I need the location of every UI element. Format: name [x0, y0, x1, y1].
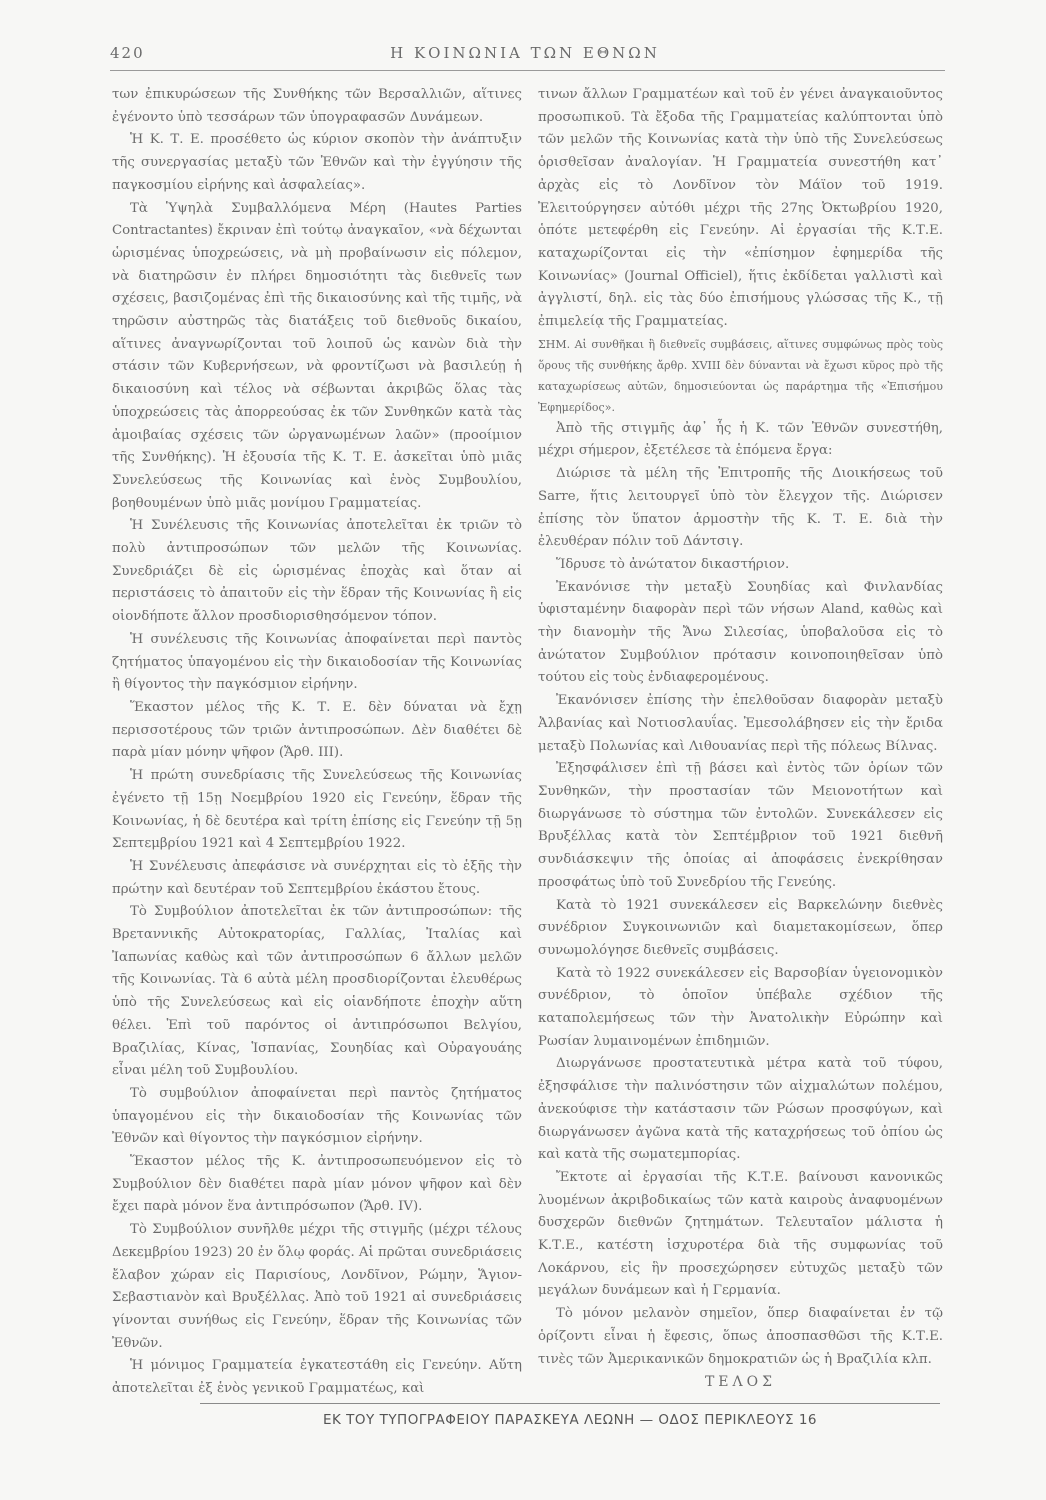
paragraph: Ἐκανόνισεν ἐπίσης τὴν ἐπελθοῦσαν διαφορὰν μεταξὺ Ἀλβανίας καὶ Νοτιοσλαυΐας. Ἐμεσολάβησεν εἰς τὴν ἔριδα μεταξὺ Πολωνίας καὶ Λιθουανίας περὶ τῆς πόλεως Βίλνας.	[538, 693, 943, 754]
paragraph: Κατὰ τὸ 1922 συνεκάλεσεν εἰς Βαρσοβίαν ὑγειονομικὸν συνέδριον, τὸ ὁποῖον ὑπέβαλε σχέδιον τῆς καταπολεμήσεως τῶν τὴν Ἀνατολικὴν Εὐρώπην καὶ Ρωσίαν λυμαινομένων ἐπιδημιῶν.	[538, 965, 943, 1049]
paragraph: Κατὰ τὸ 1921 συνεκάλεσεν εἰς Βαρκελώνην διεθνὲς συνέδριον Συγκοινωνιῶν καὶ διαμετακομίσεων, ὅπερ συνωμολόγησε διεθνεῖς συμβάσεις.	[538, 897, 943, 958]
end-mark: ΤΕΛΟΣ	[704, 1374, 777, 1391]
paragraph: Ἡ πρώτη συνεδρίασις τῆς Συνελεύσεως τῆς Κοινωνίας ἐγένετο τῇ 15ῃ Νοεμβρίου 1920 εἰς Γενεύην, ἕδραν τῆς Κοινωνίας, ἡ δὲ δευτέρα καὶ τρίτη ἐπίσης εἰς Γενεύην τῇ 5ῃ Σεπτεμβρίου 1921 καὶ 4 Σεπτεμβρίου 1922.	[112, 768, 522, 852]
paragraph: Ἡ Κ. Τ. Ε. προσέθετο ὡς κύριον σκοπὸν τὴν ἀνάπτυξιν τῆς συνεργασίας μεταξὺ τῶν Ἐθνῶν καὶ τὴν ἐγγύησιν τῆς παγκοσμίου εἰρήνης καὶ ἀσφαλείας».	[112, 132, 522, 193]
paragraph: Διωργάνωσε προστατευτικὰ μέτρα κατὰ τοῦ τύφου, ἐξησφάλισε τὴν παλινόστησιν τῶν αἰχμαλώτων πολέμου, ἀνεκούφισε τὴν κατάστασιν τῶν Ρώσων προσφύγων, καὶ διωργάνωσεν ἀγῶνα κατὰ τῆς καταχρήσεως τοῦ ὀπίου ὡς καὶ κατὰ τῆς σωματεμπορίας.	[538, 1056, 943, 1163]
footer-rule	[200, 1403, 940, 1404]
right-column	[538, 84, 943, 1394]
left-column	[112, 84, 522, 1401]
paragraph: Ἐκανόνισε τὴν μεταξὺ Σουηδίας καὶ Φινλανδίας ὑφισταμένην διαφορὰν περὶ τῶν νήσων Aland, καθὼς καὶ τὴν διανομὴν τῆς Ἄνω Σιλεσίας, ὑποβαλοῦσα εἰς τὸ ἀνώτατον Συμβούλιον πρότασιν κοινοποιηθεῖσαν ὑπὸ τούτου εἰς τοὺς ἐνδιαφερομένους.	[538, 579, 943, 686]
paragraph: Ἔκτοτε αἱ ἐργασίαι τῆς Κ.Τ.Ε. βαίνουσι κανονικῶς λυομένων ἀκριβοδικαίως τῶν κατὰ καιροὺς ἀναφυομένων δυσχερῶν διεθνῶν ζητημάτων. Τελευταῖον μάλιστα ἡ Κ.Τ.Ε., κατέστη ἰσχυροτέρα διὰ τῆς συμφωνίας τοῦ Λοκάρνου, εἰς ἣν προσεχώρησεν εὐτυχῶς μεταξὺ τῶν μεγάλων δυνάμεων καὶ ἡ Γερμανία.	[538, 1169, 943, 1299]
paragraph: Ἡ μόνιμος Γραμματεία ἐγκατεστάθη εἰς Γενεύην. Αὕτη ἀποτελεῖται ἐξ ἑνὸς γενικοῦ Γραμματέως, καὶ	[112, 1358, 522, 1397]
paragraph: Ἀπὸ τῆς στιγμῆς ἀφ᾽ ἧς ἡ Κ. τῶν Ἐθνῶν συνεστήθη, μέχρι σήμερον, ἐξετέλεσε τὰ ἑπόμενα ἔργα:	[538, 420, 943, 459]
footnote: ΣΗΜ. Αἱ συνθῆκαι ἢ διεθνεῖς συμβάσεις, αἵτινες συμφώνως πρὸς τοὺς ὅρους τῆς συνθήκης ἄρθρ. XVIII δὲν δύνανται νὰ ἔχωσι κῦρος πρὸ τῆς καταχωρίσεως αὐτῶν, δημοσιεύονται ὡς παράρτημα τῆς «Ἐπισήμου Ἐφημερίδος».	[538, 337, 943, 414]
running-title: Η ΚΟΙΝΩΝΙΑ ΤΩΝ ΕΘΝΩΝ	[390, 44, 660, 62]
paragraph: Ἡ Συνέλευσις τῆς Κοινωνίας ἀποτελεῖται ἐκ τριῶν τὸ πολὺ ἀντιπροσώπων τῶν μελῶν τῆς Κοινωνίας. Συνεδριάζει δὲ εἰς ὡρισμένας ἐποχὰς καὶ ὅταν αἱ περιστάσεις τὸ ἀπαιτοῦν εἰς τὴν ἕδραν τῆς Κοινωνίας ἢ εἰς οἱονδήποτε ἄλλον προσδιορισθησόμενον τόπον.	[112, 518, 522, 625]
paragraph: Τὸ συμβούλιον ἀποφαίνεται περὶ παντὸς ζητήματος ὑπαγομένου εἰς τὴν δικαιοδοσίαν τῆς Κοινωνίας τῶν Ἐθνῶν καὶ θίγοντος τὴν παγκόσμιον εἰρήνην.	[112, 1085, 522, 1147]
paragraph: Ἡ Συνέλευσις ἀπεφάσισε νὰ συνέρχηται εἰς τὸ ἑξῆς τὴν πρώτην καὶ δευτέραν τοῦ Σεπτεμβρίου ἑκάστου ἔτους.	[112, 858, 522, 897]
paragraph: Ἐξησφάλισεν ἐπὶ τῇ βάσει καὶ ἐντὸς τῶν ὁρίων τῶν Συνθηκῶν, τὴν προστασίαν τῶν Μειονοτήτων καὶ διωργάνωσε τὸ σύστημα τῶν ἐντολῶν. Συνεκάλεσεν εἰς Βρυξέλλας κατὰ τὸν Σεπτέμβριον τοῦ 1921 διεθνῆ συνδιάσκεψιν τῆς ὁποίας αἱ ἀποφάσεις ἐνεκρίθησαν προσφάτως ὑπὸ τοῦ Συνεδρίου τῆς Γενεύης.	[538, 761, 943, 890]
header-rule	[110, 70, 945, 71]
paragraph: Ἵδρυσε τὸ ἀνώτατον δικαστήριον.	[556, 556, 790, 572]
paragraph: Τὸ Συμβούλιον ἀποτελεῖται ἐκ τῶν ἀντιπροσώπων: τῆς Βρεταννικῆς Αὐτοκρατορίας, Γαλλίας, Ἰταλίας καὶ Ἰαπωνίας καθὼς καὶ τῶν ἀντιπροσώπων 6 ἄλλων μελῶν τῆς Κοινωνίας. Τὰ 6 αὐτὰ μέλη προσδιορίζονται ἐλευθέρως ὑπὸ τῆς Συνελεύσεως καὶ εἰς οἱανδήποτε ἐποχὴν αὕτη θέλει. Ἐπὶ τοῦ παρόντος οἱ ἀντιπρόσωποι Βελγίου, Βραζιλίας, Κίνας, Ἱσπανίας, Σουηδίας καὶ Οὐραγουάης εἶναι μέλη τοῦ Συμβουλίου.	[112, 904, 522, 1079]
paragraph: Διώρισε τὰ μέλη τῆς Ἐπιτροπῆς τῆς Διοικήσεως τοῦ Sarre, ἥτις λειτουργεῖ ὑπὸ τὸν ἔλεγχον τῆς. Διώρισεν ἐπίσης τὸν ὕπατον ἁρμοστὴν τῆς Κ. Τ. Ε. διὰ τὴν ἐλευθέραν πόλιν τοῦ Δάντσιγ.	[538, 466, 943, 550]
paragraph: τινων ἄλλων Γραμματέων καὶ τοῦ ἐν γένει ἀναγκαιοῦντος προσωπικοῦ. Τὰ ἔξοδα τῆς Γραμματείας καλύπτονται ὑπὸ τῶν μελῶν τῆς Κοινωνίας κατὰ τὴν ὑπὸ τῆς Συνελεύσεως ὁρισθεῖσαν ἀναλογίαν. Ἡ Γραμματεία συνεστήθη κατ᾽ ἀρχὰς εἰς τὸ Λονδῖνον τὸν Μάϊον τοῦ 1919. Ἐλειτούργησεν αὐτόθι μέχρι τῆς 27ης Ὀκτωβρίου 1920, ὁπότε μετεφέρθη εἰς Γενεύην. Αἱ ἐργασίαι τῆς Κ.Τ.Ε. καταχωρίζονται εἰς τὴν «ἐπίσημον ἐφημερίδα τῆς Κοινωνίας» (Journal Officiel), ἥτις ἐκδίδεται γαλλιστὶ καὶ ἀγγλιστί, δηλ. εἰς τὰς δύο ἐπισήμους γλώσσας τῆς Κ., τῇ ἐπιμελείᾳ τῆς Γραμματείας.	[538, 87, 943, 330]
paragraph: των ἐπικυρώσεων τῆς Συνθήκης τῶν Βερσαλλιῶν, αἵτινες ἐγένοντο ὑπὸ τεσσάρων τῶν ὑπογραφασῶν Δυνάμεων.	[112, 87, 522, 125]
printer-imprint: ΕΚ ΤΟΥ ΤΥΠΟΓΡΑΦΕΙΟΥ ΠΑΡΑΣΚΕΥΑ ΛΕΩΝΗ — ΟΔΟΣ ΠΕΡΙΚΛΕΟΥΣ 16	[322, 1412, 817, 1428]
paragraph: Ἕκαστον μέλος τῆς Κ. ἀντιπροσωπευόμενον εἰς τὸ Συμβούλιον δὲν διαθέτει παρὰ μίαν μόνον ψῆφον καὶ δὲν ἔχει παρὰ μόνον ἕνα ἀντιπρόσωπον (Ἄρθ. IV).	[112, 1154, 522, 1215]
paragraph: Ἕκαστον μέλος τῆς Κ. Τ. Ε. δὲν δύναται νὰ ἔχῃ περισσοτέρους τῶν τριῶν ἀντιπροσώπων. Δὲν διαθέτει δὲ παρὰ μίαν μόνην ψῆφον (Ἄρθ. III).	[112, 699, 522, 761]
paragraph: Τὸ μόνον μελανὸν σημεῖον, ὅπερ διαφαίνεται ἐν τῷ ὁρίζοντι εἶναι ἡ ἔφεσις, ὅπως ἀποσπασθῶσι τῆς Κ.Τ.Ε. τινὲς τῶν Ἀμερικανικῶν δημοκρατιῶν ὡς ἡ Βραζιλία κλπ.	[538, 1306, 943, 1367]
page-number: 420	[110, 44, 145, 62]
paragraph: Τὸ Συμβούλιον συνῆλθε μέχρι τῆς στιγμῆς (μέχρι τέλους Δεκεμβρίου 1923) 20 ἐν ὅλῳ φοράς. Αἱ πρῶται συνεδριάσεις ἔλαβον χώραν εἰς Παρισίους, Λονδῖνον, Ρώμην, Ἅγιον-Σεβαστιανὸν καὶ Βρυξέλλας. Ἀπὸ τοῦ 1921 αἱ συνεδριάσεις γίνονται συνήθως εἰς Γενεύην, ἕδραν τῆς Κοινωνίας τῶν Ἐθνῶν.	[112, 1222, 522, 1351]
page-header	[110, 44, 940, 70]
paragraph: Ἡ συνέλευσις τῆς Κοινωνίας ἀποφαίνεται περὶ παντὸς ζητήματος ὑπαγομένου εἰς τὴν δικαιοδοσίαν τῆς Κοινωνίας ἢ θίγοντος τὴν παγκόσμιον εἰρήνην.	[112, 631, 522, 693]
paragraph: Τὰ Ὑψηλὰ Συμβαλλόμενα Μέρη (Hautes Parties Contractantes) ἔκριναν ἐπὶ τούτῳ ἀναγκαῖον, «νὰ δέχωνται ὡρισμένας ὑποχρεώσεις, νὰ μὴ προβαίνωσιν εἰς πόλεμον, νὰ διατηρῶσιν ἐν πλήρει δημοσιότητι τὰς διεθνεῖς των σχέσεις, βασιζομένας ἐπὶ τῆς δικαιοσύνης καὶ τῆς τιμῆς, νὰ τηρῶσιν αὐστηρῶς τὰς διατάξεις τοῦ διεθνοῦς δικαίου, αἵτινες ἀναγνωρίζονται τοῦ λοιποῦ ὡς κανὼν διὰ τὴν στάσιν τῶν Κυβερνήσεων, νὰ φροντίζωσι νὰ βασιλεύῃ ἡ δικαιοσύνη καὶ τέλος νὰ σέβωνται ἀκριβῶς ὅλας τὰς ὑποχρεώσεις τὰς ἀπορρεούσας ἐκ τῶν Συνθηκῶν κατὰ τὰς ἀμοιβαίας σχέσεις τῶν ὠργανωμένων λαῶν» (προοίμιον τῆς Συνθήκης). Ἡ ἐξουσία τῆς Κ. Τ. Ε. ἀσκεῖται ὑπὸ μιᾶς Συνελεύσεως τῆς Κοινωνίας καὶ ἑνὸς Συμβουλίου, βοηθουμένων ὑπὸ μιᾶς μονίμου Γραμματείας.	[112, 200, 522, 511]
